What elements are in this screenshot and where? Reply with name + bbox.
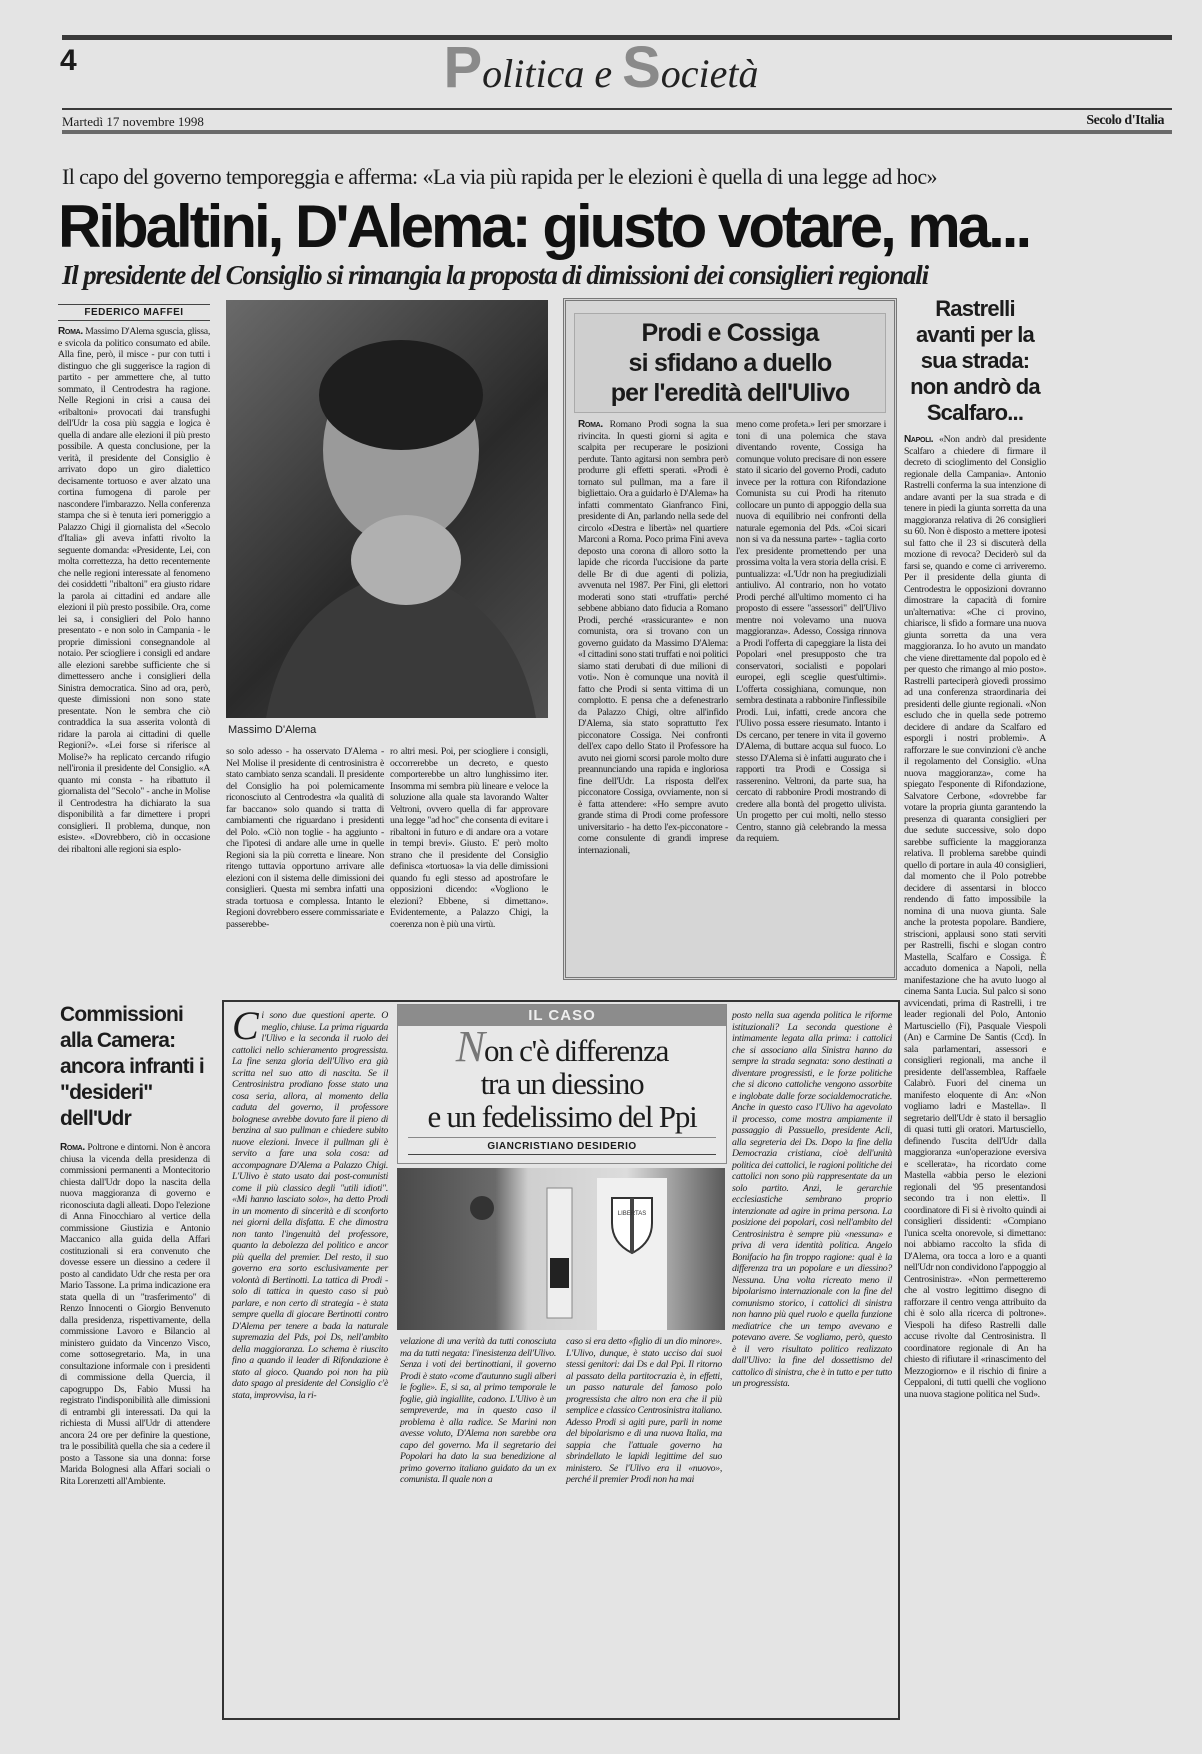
headline-line: per l'eredità dell'Ulivo: [610, 379, 850, 407]
title-line: tra un diessino: [480, 1066, 644, 1101]
top-rule: [62, 35, 1172, 40]
il-caso-title-box: [397, 1004, 727, 1164]
portrait-silhouette: [226, 300, 548, 718]
il-caso-body-left: [232, 1003, 388, 1401]
headline-line: Prodi e Cossiga: [641, 319, 819, 347]
flag-text: LIBERTAS: [617, 1211, 647, 1217]
commissioni-body: [60, 1142, 210, 1487]
shield-flag: [397, 1168, 725, 1330]
lead-subhead: Il presidente del Consiglio si rimangia la proposta di dimissioni dei consiglieri regionali: [62, 260, 928, 290]
rastrelli-article: [904, 296, 1046, 1400]
commissioni-headline: Commissioni alla Camera: ancora infranti i "desideri" dell'Udr: [60, 1003, 204, 1130]
dateline: Roma.: [60, 1142, 85, 1153]
il-caso-label: IL CASO: [398, 1005, 726, 1026]
section-title: [0, 35, 1202, 100]
rule: [62, 108, 1172, 110]
il-caso-byline: GIANCRISTIANO DESIDERIO: [408, 1137, 716, 1155]
article-body-cont: ro altri mesi. Poi, per sciogliere i consigli, occorrerebbe un decreto, e questo comporterebbe un altro lunghissimo iter. Insomma mi sembra più lineare e veloce la soluzione alla quale sta lavorando Walter Veltroni, ovvero quella di far approvare una legge "ad hoc" che consenta di evitare i ribaltoni in futuro e di andare ora a votare in tempi brevi». Giusto. E' però molto strano che il presidente del Consiglio definisca «tortuosa» la via delle dimissioni quando fu egli stesso ad apostrofare le opposizioni dicendo: «Vogliono le elezioni? Ebbene, si dimettano». Evidentemente, a Palazzo Chigi, la coerenza non è più una virtù.: [390, 746, 549, 930]
il-caso-body-mid-a: velazione di una verità da tutti conosciuta ma da tutti negata: l'inesistenza dell'Ulivo. Senza i voti dei bertinottiani, il governo Prodi è stato «come d'autunno sugli alberi le foglie». E, si sa, al primo temporale le foglie, già ingiallite, cadono. L'Ulivo è un sempreverde, ma in questo caso il problema è alla radice. Se Marini non avesse voluto, D'Alema non sarebbe ora capo del governo. Ma il segretario dei Popolari ha dato la sua benedizione al primo governo italiano guidato da un ex comunista. Il quale non a: [400, 1336, 556, 1485]
prodi-body-a: [578, 419, 728, 856]
drop-cap: C: [232, 1003, 259, 1048]
section-title-part: ocietà: [660, 51, 759, 96]
section-title-part: olitica e: [482, 51, 623, 96]
prodi-article-box: [563, 298, 897, 980]
ppi-headquarters-photo: [397, 1168, 725, 1330]
dateline: Roma.: [578, 419, 603, 430]
title-line: e un fedelissimo del Ppi: [427, 1099, 697, 1134]
article-text: i sono due questioni aperte. O meglio, chiuse. La prima riguarda l'Ulivo e la seconda il ruolo dei cattolici nello schieramento progressista. La fine senza gloria dell'Ulivo era già scritta nel suo atto di nascita. Se il Centrosinistra prodiano fosse stato una cosa seria, allora, al momento della caduta del governo, il professore bolognese avrebbe dovuto fare il pieno di benzina al suo pullman e chiedere subito nuove elezioni. Invece il pullman gli è servito a fare una sola cosa: ad accompagnare D'Alema a Palazzo Chigi. L'Ulivo è stato usato dai post-comunisti come il più classico degli "utili idioti". «Mi hanno lasciato solo», ha detto Prodi in un momento di sincerità e di sconforto nei giorni della disfatta. E che dimostra non tanto l'ingenuità del professore, quanto la debolezza del politico e ancor più quella del premier. Del resto, il suo governo era sorto esclusivamente per volontà di Bertinotti. La tattica di Prodi - solo di tattica in questo caso si può parlare, e non certo di strategia - è stata sempre quella di giocare Bertinotti contro D'Alema per tenere a bada la naturale supremazia del Pds, poi Ds, nell'ambito della maggioranza. Lo schema è riuscito fino a quando il leader di Rifondazione è stato al gioco. Quando poi non ha più dato spago al presidente del Consiglio c'è stata, improvvisa, la ri-: [232, 1010, 388, 1401]
headline-line: si sfidano a duello: [628, 349, 832, 377]
dalema-photo: [226, 300, 548, 718]
prodi-body-b: meno come profeta.» Ieri per smorzare i toni di una polemica che stava diventando rovente, Cossiga ha comunque voluto precisare di non essere stato il sicario del governo Prodi, caduto invece per la rottura con Rifondazione Comunista su cui Prodi ha ritenuto collocare un punto di appoggio della sua nuova di equilibrio nei confronti della naturale egemonia del Pds. «Coi sicari non si va da nessuna parte» - taglia corto l'ex presidente promettendo per una prossima volta la vera storia della crisi. E puntualizza: «L'Udr non ha pregiudiziali antiulivo. Al contrario, non ho votato Prodi perché all'ultimo momento ci ha proposto di essere "assessori" dell'Ulivo mentre noi volevamo una nuova maggioranza». Adesso, Cossiga rinnova a Prodi l'offerta di capeggiare la lista dei Popolari «nel presupposto che tra conservatori, socialisti e popolari europei, egli sceglie quest'ultimi». L'offerta cossighiana, comunque, non sembra destinata a rabbonire l'inflessibile Prodi. Lui, infatti, crede ancora che l'Ulivo possa essere riesumato. Intanto i Ds cercano, per tenere in vita il governo D'Alema, di buttare acqua sul fuoco. Lo stesso D'Alema si è infatti augurato che i rapporti tra Prodi e Cossiga si rasserenino. Veltroni, da parte sua, ha cercato di rabbonire Prodi mostrando di credere alla bontà del progetto ulivista. Un progetto per cui molti, nello stesso Centro, stanno già celebrando la messa da requiem.: [736, 419, 886, 844]
title-initial: N: [455, 1022, 484, 1071]
title-line: on c'è differenza: [483, 1033, 669, 1068]
main-article: [58, 304, 210, 855]
rastrelli-body: [904, 434, 1046, 1400]
dateline: Napoli.: [904, 434, 934, 445]
page-number: 4: [60, 44, 77, 77]
rastrelli-headline: Rastrelli avanti per la sua strada: non andrò da Scalfaro...: [910, 296, 1040, 425]
issue-date: Martedì 17 novembre 1998: [62, 114, 204, 129]
dateline: Roma.: [58, 326, 83, 337]
byline: FEDERICO MAFFEI: [58, 304, 210, 321]
il-caso-body-mid-b: caso si era detto «figlio di un dio minore». L'Ulivo, dunque, è stato ucciso dai suoi stessi genitori: dai Ds e dal Ppi. Il ritorno al passato della partitocrazia è, in effetti, un passo naturale del famoso polo progressista che altro non era che il più semplice e classico Centrosinistra italiano. Adesso Prodi si agiti pure, parli in nome del bipolarismo e di una nuova Italia, ma sappia che l'attuale governo ha sbrindellato le lapidi legittime del suo ministero. Se l'Ulivo era il «nuovo», perché il premier Prodi non ha mai: [566, 1336, 722, 1485]
article-text: «Non andrò dal presidente Scalfaro a chiedere di firmare il decreto di scioglimento del Consiglio regionale della Campania». Antonio Rastrelli conferma la sua intenzione di andare avanti per la sua strada e di tenere in piedi la giunta sorretta da una maggioranza relativa di 26 consiglieri su 60. Non è disposto a mettere ipotesi sul fatto che il 23 si discuterà della mozione di revoca? Deciderò sul da farsi se, quando e come ci arriveremo. Per il presidente della giunta di Centrodestra le opposizioni dovranno dimostrare la capacità di fornire un'alternativa: «Che ci provino, chiarisce, li sfido a formare una nuova giunta sorretta da una vera maggioranza. Io ho avuto un mandato che viene direttamente dal popolo ed è per questo che rimango al mio posto». Rastrelli parteciperà giovedì prossimo ad una conferenza straordinaria dei presidenti delle giunte regionali. «Non escludo che in quella sede potremo decidere di andare da Scalfaro ed esporgli i nostri problemi». A rafforzare le sue convinzioni c'è anche il regolamento del Consiglio. «Una nuova maggioranza», come ha spiegato l'esponente di Rifondazione, Salvatore Cerbone, «dovrebbe far votare la propria giunta garantendo la presenza di quaranta consiglieri per due sedute successive, solo dopo sarebbe sufficiente la maggioranza relativa. Il problema sarebbe quindi quello di portare in aula 40 consiglieri, dal momento che il Polo potrebbe decidere di assentarsi in blocco rendendo di fatto impossibile la nomina di una nuova giunta. Sale anche la protesta popolare. Bandiere, striscioni, applausi sono stati serviti per Rastrelli, fischi e slogan contro Mastella, Scalfaro e Cossiga. È accaduto domenica a Napoli, nella manifestazione che ha avuto luogo al cinema Santa Lucia. Sul palco si sono avvicendati, prima di Rastrelli, i tre leader regionali del Polo, Antonio Martusciello (Fi), Pasquale Viespoli (An) e Carmine De Santis (Ccd). In sala parlamentari, assessori e consiglieri regionali, ma anche il presidente dell'assemblea, Raffaele Calabrò. Fuori del cinema un manifesto eloquente di An: «Non vogliamo ladri e Mastella». Il segretario dell'Udr è stato il bersaglio di quasi tutti gli oratori. Martusciello, definendo l'uscita dell'Udr dalla maggioranza «un'operazione eversiva e scellerata», ha ricordato come Mastella «abbia perso le elezioni regionali del '95 presentandosi secondo tra i non eletti». Il coordinatore di Fi si è rivolto quindi ai consiglieri dissidenti: «Compiano l'unica scelta onorevole, si dimettano: noi abbiamo raccolto la sfida di D'Alema, ora tocca a loro e a quanti nell'Udr non condividono l'appoggio al Centrosinistra». «Non permetteremo che al vostro legittimo disegno di rafforzare il centro venga attribuito da chi è solo alla ricerca di poltrone». Viespoli ha difeso Rastrelli dalle accuse rivolte dal Centrosinistra. Il coordinatore regionale di An ha chiesto di rifiutare il «rinascimento del Mezzogiorno» e il rischio di finire a Ceppaloni, di tutti quelli che vogliono una nuova stagione politica nel Sud».: [904, 434, 1046, 1400]
article-text: Romano Prodi sogna la sua rivincita. In questi giorni si agita e scalpita per recuperare le posizioni perdute. Tanto agitarsi non sembra però produrre gli effetti sperati. «Prodi è tornato sul pullman, ma a fare il bigliettaio. Ora a guidarlo è D'Alema» ha infatti commentato Gianfranco Fini, presidente di An, parlando nella sede del circolo «Destra e libertà» nel quartiere Marconi a Roma. Poco prima Fini aveva deposto una corona di alloro sotto la lapide che ricorda l'uccisione da parte delle Br di due agenti di polizia, avvenuta nel 1987. Per Fini, gli elettori moderati sono stati «truffati» perché sebbene abbiano dato fiducia a Romano Prodi, perché «rassicurante» e non comunista, ora si trovano con un governo guidato da Massimo D'Alema: «I cittadini sono stati truffati e noi politici siamo stati derubati di due milioni di voti». Non è comunque una novità il fatto che Prodi si senta vittima di un complotto. E pensa che a defenestrarlo da Palazzo Chigi, oltre all'infido D'Alema, sia stato soprattutto l'ex picconatore Cossiga. Nei confronti dell'ex capo dello Stato il Professore ha avuto nei giorni scorsi parole molto dure preannunciando una rapida e ingloriosa fine dell'Udr. La risposta dell'ex picconatore Cossiga, ovviamente, non si è fatta attendere: «Ho sempre avuto grande stima di Prodi come professore universitario - ha detto l'ex-picconatore - come consulente di grandi imprese internazionali,: [578, 419, 728, 856]
lead-kicker: Il capo del governo temporeggia e afferma: «La via più rapida per le elezioni è quella di una legge ad hoc»: [62, 164, 937, 189]
prodi-headline: [574, 313, 886, 413]
article-body: [58, 326, 210, 855]
article-text: Poltrone e dintorni. Non è ancora chiusa la vicenda della presidenza di commissioni permanenti a Montecitorio chiesta dall'Udr dopo la nascita della nuova maggioranza di governo e riconosciuta dagli alleati. Dopo l'elezione di Anna Finocchiaro al vertice della commissione Giustizia e Antonio Maccanico alla guida della Affari costituzionali si era convenuto che dovesse essere un diessino a cedere il posto al candidato Udr che resta per ora Mario Tassone. La prima indicazione era stata quella di un "trasferimento" di Renzo Innocenti o Giorgio Benvenuto dalla presidenza, rispettivamente, della commissione Lavoro e Bilancio al ministero guidato da Vincenzo Visco, come sottosegretario. Ma, in una consultazione informale con i presidenti di commissione della Quercia, il capogruppo Ds, Fabio Mussi ha registrato l'indisponibilità alle dimissioni di entrambi gli interessati. Da qui la richiesta di Mussi all'Udr di attendere ancora 24 ore per definire la questione, tra le possibilità quella che sia a cedere il posto a Tassone sia una donna: forse Marida Bolognesi alla Affari sociali o Rita Lorenzetti all'Ambiente.: [60, 1142, 210, 1487]
section-initial-s: S: [622, 35, 661, 100]
article-text: Massimo D'Alema sguscia, glissa, e svicola da politico consumato ed abile. Alla fine, però, il misce - pur con tutti i distinguo che gli suggerisce la ragion di partito - per ammettere che, al tutto sommato, il Centrodestra ha ragione. Nelle Regioni in crisi a causa dei «ribaltoni» provocati dai transfughi dell'Udr la cosa più saggia e logica è quella di andare alle elezioni il più presto possibile. A questa conclusione, per la verità, il presidente del Consiglio è arrivato dopo un giro dialettico decisamente tortuoso e aver alzato una cortina fumogena di parole per nascondere l'imbarazzo. Nella conferenza stampa che si è tenuta ieri pomeriggio a Palazzo Chigi il giornalista del «Secolo d'Italia» gli aveva infatti rivolto la seguente domanda: «Presidente, Lei, con molta correttezza, ha detto recentemente che nelle regioni interessate al fenomeno dei cosiddetti "ribaltoni" era giusto ridare la parola ai cittadini ed andare alle elezioni il più presto possibile. Ora, come lei sa, i consiglieri del Polo hanno presentato - e non solo in Campania - le proprie dimissioni consegnandole al notaio. Per sciogliere i consigli ed andare alle elezioni sarebbe sufficiente che si dimettessero anche i consiglieri della Sinistra democratica. Sino ad ora, però, queste dimissioni non sono state presentate. Non le sembra che ciò contraddica la sua asserita volontà di ridare la parola ai cittadini di quelle Regioni?». «Lei forse si riferisce al Molise?» ha replicato cercando rifugio nell'ironia il presidente del Consiglio. «A quanto mi consta - ha ribattuto il giornalista del "Secolo" - anche in Molise il Centrodestra ha dichiarato la sua disponibilità a far dimettere i propri consiglieri. Il problema, dunque, non esiste». «Dovrebbero, ciò in occasione dei ribaltoni alle regioni sia esplo-: [58, 326, 210, 855]
rule: [62, 130, 1172, 134]
photo-caption: Massimo D'Alema: [228, 724, 317, 736]
il-caso-body-right: posto nella sua agenda politica le riforme istituzionali? La seconda questione è intimamente legata alla prima: i cattolici che si associano alla Sinistra hanno da sempre la strada segnata: sono destinati a diventare progressisti, e le forze politiche che si dicono cattoliche vengono assorbite e inglobate dalle forze socialdemocratiche. Anche in questo caso l'Ulivo ha agevolato il processo, come mostra ampiamente il passaggio di Passuello, presidente Acli, alla segreteria dei Ds. Dopo la fine della Democrazia cristiana, cioè dell'unità politica dei cattolici, le ragioni politiche dei cattolici non sono più rappresentate da un solo partito. Anzi, le gerarchie ecclesiastiche sembrano proprio intenzionate ad agire in prima persona. La posizione dei popolari, così nell'ambito del Centrosinistra è sempre più «nessuna» e priva di vera identità politica. Angelo Bonifacio ha fin troppo ragione: qual è la differenza tra un popolare e un diessino? Nessuna. Una volta ricreato meno il bipolarismo internazionale con la fine del comunismo storico, i cattolici di sinistra non hanno più quel ruolo e quella funzione mediatrice che un tempo avevano e potevano avere. Se vogliamo, però, questo è il vero risultato politico realizzato dall'Ulivo: la fine del dossettismo del cattolico di sinistra, che è in tutto e per tutto un progressista.: [732, 1010, 892, 1389]
section-initial-p: P: [443, 35, 483, 100]
commissioni-article: [60, 1002, 210, 1487]
lead-headline: Ribaltini, D'Alema: giusto votare, ma...: [58, 193, 1030, 260]
il-caso-title: [398, 1022, 726, 1071]
article-body-cont: so solo adesso - ha osservato D'Alema - Nel Molise il presidente di centrosinistra è stato cambiato senza scandali. Il presidente del Consiglio ha poi polemicamente riconosciuto al Centrodestra «la qualità di far baccano» solo quando si tratta di cambiamenti che riguardano i presidenti del Polo. «Ciò non toglie - ha aggiunto - che l'ipotesi di andare alle urne in quelle Regioni sia la più corretta e lineare. Non ritengo tuttavia opportuno arrivare alle elezioni con il sistema delle dimissioni dei consiglieri. Questa mi sembra infatti una strada tortuosa e complessa. Intanto le Regioni dovrebbero essere commissariate e passerebbe-: [226, 746, 384, 930]
paper-name: Secolo d'Italia: [1086, 113, 1164, 128]
